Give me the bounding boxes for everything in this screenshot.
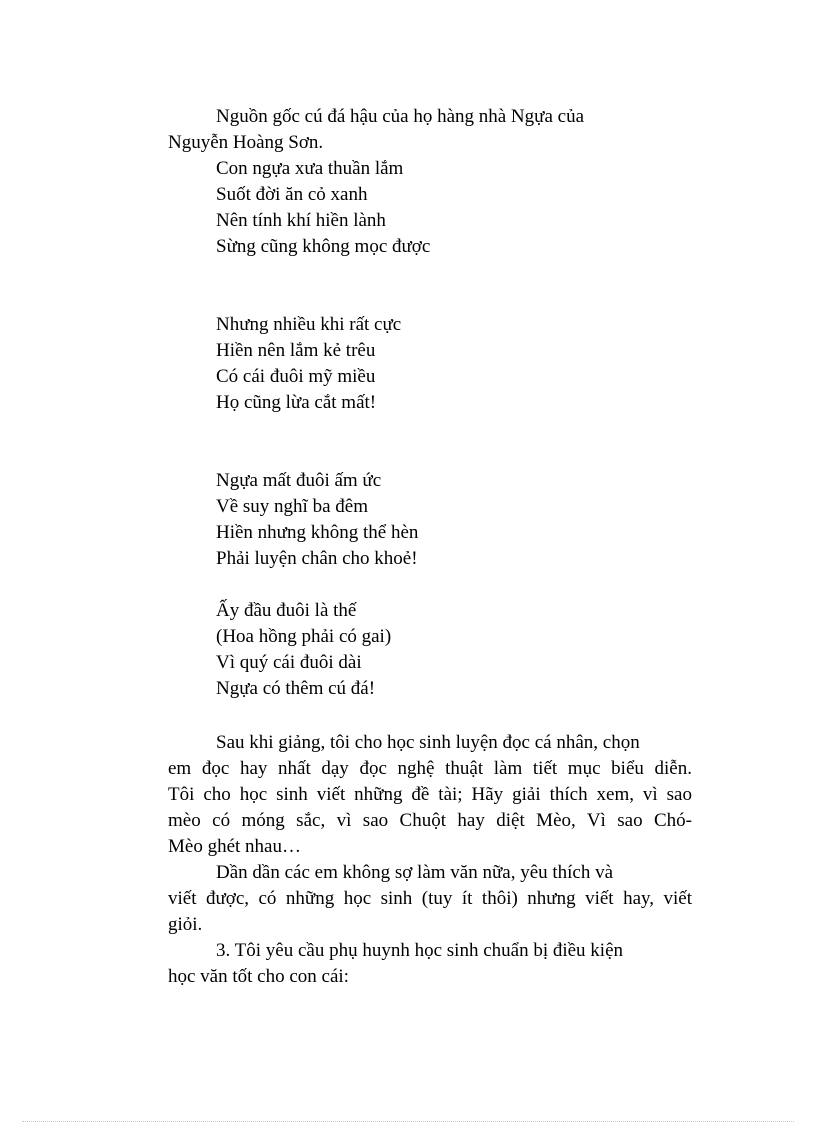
paragraph-3-last-line: học văn tốt cho con cái: xyxy=(168,966,349,987)
page-bottom-border xyxy=(22,1121,794,1122)
paragraph-1-line-2: em đọc hay nhất dạy đọc nghệ thuật làm tiết mục biểu diễn. xyxy=(168,758,692,779)
poem-stanza-3-line-1: Ngựa mất đuôi ấm ức xyxy=(216,470,382,491)
paragraph-1-line-3: Tôi cho học sinh viết những đề tài; Hãy giải thích xem, vì sao xyxy=(168,784,692,805)
poem-stanza-3-line-4: Phải luyện chân cho khoẻ! xyxy=(216,548,418,569)
poem-stanza-1-line-3: Nên tính khí hiền lành xyxy=(216,210,386,231)
poem-stanza-1-line-1: Con ngựa xưa thuần lắm xyxy=(216,158,404,179)
paragraph-3-first-line: 3. Tôi yêu cầu phụ huynh học sinh chuẩn bị điều kiện xyxy=(216,940,624,961)
poem-stanza-4-line-3: Vì quý cái đuôi dài xyxy=(216,652,362,673)
poem-stanza-3-line-3: Hiền nhưng không thể hèn xyxy=(216,522,419,543)
paragraph-2-first-line: Dần dần các em không sợ làm văn nữa, yêu thích và xyxy=(216,862,614,883)
paragraph-1-body xyxy=(168,756,692,860)
poem-stanza-1-line-2: Suốt đời ăn cỏ xanh xyxy=(216,184,368,205)
paragraph-2-line-2: viết được, có những học sinh (tuy ít thôi) nhưng viết hay, viết xyxy=(168,888,692,909)
intro-line-1: Nguồn gốc cú đá hậu của họ hàng nhà Ngựa của xyxy=(216,106,585,127)
paragraph-2-last-line: giỏi. xyxy=(168,914,203,935)
paragraph-2-body xyxy=(168,886,692,938)
paragraph-1-last-line: Mèo ghét nhau… xyxy=(168,836,301,857)
poem-stanza-1-line-4: Sừng cũng không mọc được xyxy=(216,236,431,257)
paragraph-1-first-line: Sau khi giảng, tôi cho học sinh luyện đọc cá nhân, chọn xyxy=(216,732,640,753)
intro-line-2: Nguyễn Hoàng Sơn. xyxy=(168,132,324,153)
poem-stanza-4-line-2: (Hoa hồng phải có gai) xyxy=(216,626,392,647)
poem-stanza-2-line-3: Có cái đuôi mỹ miều xyxy=(216,366,376,387)
poem-stanza-2-line-1: Nhưng nhiều khi rất cực xyxy=(216,314,402,335)
poem-stanza-4-line-4: Ngựa có thêm cú đá! xyxy=(216,678,376,699)
paragraph-1-line-4: mèo có móng sắc, vì sao Chuột hay diệt Mèo, Vì sao Chó- xyxy=(168,810,692,831)
poem-stanza-3-line-2: Về suy nghĩ ba đêm xyxy=(216,496,368,517)
poem-stanza-2-line-4: Họ cũng lừa cắt mất! xyxy=(216,392,377,413)
poem-stanza-2-line-2: Hiền nên lắm kẻ trêu xyxy=(216,340,376,361)
poem-stanza-4-line-1: Ấy đầu đuôi là thế xyxy=(216,600,357,621)
